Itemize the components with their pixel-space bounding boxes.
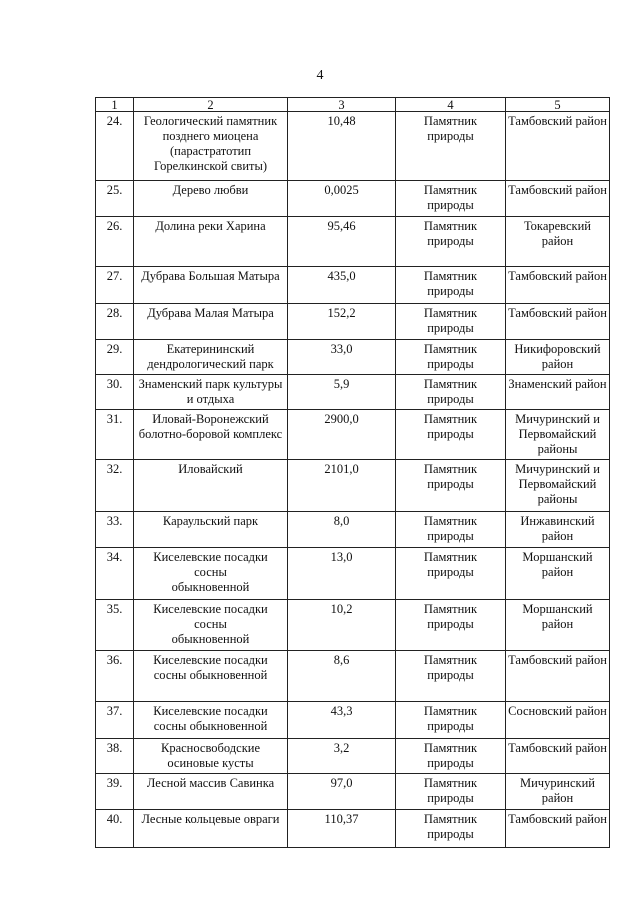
area-value: 2900,0 <box>324 412 359 426</box>
area-value-cell <box>288 181 396 217</box>
table-row <box>96 181 610 217</box>
category-value-cell <box>396 651 506 702</box>
area-value: 8,6 <box>333 653 350 667</box>
district-value: Знаменский район <box>508 377 607 391</box>
district-value: Никифоровский район <box>514 342 601 371</box>
district-value-cell <box>506 512 610 548</box>
district-value: Тамбовский район <box>508 114 607 128</box>
category-value: Памятник природы <box>423 704 478 733</box>
area-value-cell <box>288 375 396 410</box>
area-value-cell <box>288 600 396 651</box>
area-value: 97,0 <box>330 776 353 790</box>
row-number: 24. <box>106 114 123 128</box>
category-value-cell <box>396 739 506 774</box>
area-value-cell <box>288 410 396 460</box>
area-value-cell <box>288 548 396 600</box>
area-value: 10,2 <box>330 602 353 616</box>
row-number: 36. <box>106 653 123 667</box>
object-name: Киселевские посадки сосны обыкновенной <box>153 653 268 682</box>
area-value: 152,2 <box>327 306 356 320</box>
object-name: Дерево любви <box>172 183 249 197</box>
row-number-cell <box>96 651 134 702</box>
object-name: Лесной массив Савинка <box>146 776 275 790</box>
table-body <box>96 112 610 848</box>
area-value-cell <box>288 340 396 375</box>
area-value-cell <box>288 810 396 848</box>
area-value-cell <box>288 217 396 267</box>
row-number-cell <box>96 600 134 651</box>
table-row <box>96 460 610 512</box>
area-value: 5,9 <box>333 377 350 391</box>
category-value-cell <box>396 375 506 410</box>
object-name: Долина реки Харина <box>155 219 266 233</box>
row-number-cell <box>96 112 134 181</box>
district-value: Тамбовский район <box>508 812 607 826</box>
area-value: 10,48 <box>327 114 356 128</box>
row-number-cell <box>96 702 134 739</box>
district-value-cell <box>506 548 610 600</box>
row-number: 32. <box>106 462 123 476</box>
object-name: Киселевские посадки сосны обыкновенной <box>153 602 268 646</box>
district-value: Тамбовский район <box>508 183 607 197</box>
district-value-cell <box>506 410 610 460</box>
row-number-cell <box>96 267 134 304</box>
row-number: 33. <box>106 514 123 528</box>
object-name: Киселевские посадки сосны обыкновенной <box>153 704 268 733</box>
area-value-cell <box>288 304 396 340</box>
area-value: 435,0 <box>327 269 356 283</box>
object-name: Геологический памятник позднего миоцена (парастратотип Горелкинской свиты) <box>143 114 278 173</box>
district-value-cell <box>506 340 610 375</box>
table-row <box>96 410 610 460</box>
table-row <box>96 304 610 340</box>
category-value-cell <box>396 702 506 739</box>
category-value: Памятник природы <box>423 219 478 248</box>
row-number-cell <box>96 304 134 340</box>
district-value-cell <box>506 460 610 512</box>
district-value: Моршанский район <box>522 550 593 579</box>
object-name: Красносвободские осиновые кусты <box>160 741 261 770</box>
category-value-cell <box>396 410 506 460</box>
category-value-cell <box>396 112 506 181</box>
area-value: 95,46 <box>327 219 356 233</box>
table-row <box>96 512 610 548</box>
category-value: Памятник природы <box>423 741 478 770</box>
object-name-cell <box>134 112 288 181</box>
object-name: Лесные кольцевые овраги <box>141 812 280 826</box>
area-value: 33,0 <box>330 342 353 356</box>
category-value: Памятник природы <box>423 306 478 335</box>
district-value-cell <box>506 774 610 810</box>
table-row <box>96 267 610 304</box>
district-value: Инжавинский район <box>520 514 595 543</box>
category-value-cell <box>396 548 506 600</box>
object-name: Дубрава Малая Матыра <box>147 306 274 320</box>
row-number-cell <box>96 217 134 267</box>
table-row <box>96 340 610 375</box>
page-number: 4 <box>316 68 324 83</box>
district-value: Токаревский район <box>523 219 591 248</box>
district-value-cell <box>506 702 610 739</box>
object-name-cell <box>134 375 288 410</box>
district-value: Тамбовский район <box>508 306 607 320</box>
area-value-cell <box>288 512 396 548</box>
table-row <box>96 600 610 651</box>
district-value-cell <box>506 304 610 340</box>
area-value: 13,0 <box>330 550 353 564</box>
district-value-cell <box>506 217 610 267</box>
district-value: Тамбовский район <box>508 269 607 283</box>
category-value: Памятник природы <box>423 412 478 441</box>
area-value-cell <box>288 112 396 181</box>
object-name-cell <box>134 340 288 375</box>
row-number: 27. <box>106 269 123 283</box>
category-value: Памятник природы <box>423 377 478 406</box>
column-header: 5 <box>506 98 610 112</box>
row-number: 31. <box>106 412 123 426</box>
table-row <box>96 774 610 810</box>
area-value: 43,3 <box>330 704 353 718</box>
object-name-cell <box>134 810 288 848</box>
column-header: 3 <box>288 98 396 112</box>
category-value: Памятник природы <box>423 114 478 143</box>
category-value: Памятник природы <box>423 550 478 579</box>
category-value-cell <box>396 181 506 217</box>
object-name-cell <box>134 774 288 810</box>
row-number-cell <box>96 340 134 375</box>
row-number-cell <box>96 181 134 217</box>
row-number-cell <box>96 410 134 460</box>
district-value: Сосновский район <box>508 704 607 718</box>
object-name: Иловайский <box>178 462 243 476</box>
table-row <box>96 651 610 702</box>
category-value-cell <box>396 512 506 548</box>
area-value-cell <box>288 702 396 739</box>
district-value-cell <box>506 112 610 181</box>
category-value: Памятник природы <box>423 462 478 491</box>
district-value: Тамбовский район <box>508 653 607 667</box>
area-value: 0,0025 <box>324 183 359 197</box>
row-number: 39. <box>106 776 123 790</box>
district-value: Мичуринский район <box>520 776 595 805</box>
column-header: 2 <box>134 98 288 112</box>
category-value-cell <box>396 304 506 340</box>
object-name: Екатерининский дендрологический парк <box>147 342 274 371</box>
district-value: Тамбовский район <box>508 741 607 755</box>
object-name-cell <box>134 600 288 651</box>
row-number-cell <box>96 375 134 410</box>
row-number-cell <box>96 774 134 810</box>
row-number-cell <box>96 739 134 774</box>
column-header: 4 <box>396 98 506 112</box>
object-name: Киселевские посадки сосны обыкновенной <box>153 550 268 594</box>
row-number: 34. <box>106 550 123 564</box>
category-value: Памятник природы <box>423 812 478 841</box>
table-row <box>96 548 610 600</box>
row-number-cell <box>96 548 134 600</box>
row-number: 40. <box>106 812 123 826</box>
category-value: Памятник природы <box>423 342 478 371</box>
area-value-cell <box>288 739 396 774</box>
category-value: Памятник природы <box>423 269 478 298</box>
row-number: 38. <box>106 741 123 755</box>
district-value-cell <box>506 600 610 651</box>
object-name-cell <box>134 548 288 600</box>
object-name: Знаменский парк культуры и отдыха <box>138 377 283 406</box>
area-value-cell <box>288 460 396 512</box>
row-number: 26. <box>106 219 123 233</box>
table-row <box>96 702 610 739</box>
district-value-cell <box>506 267 610 304</box>
table-row <box>96 375 610 410</box>
area-value-cell <box>288 267 396 304</box>
object-name-cell <box>134 181 288 217</box>
row-number-cell <box>96 512 134 548</box>
category-value-cell <box>396 810 506 848</box>
area-value: 8,0 <box>333 514 350 528</box>
category-value-cell <box>396 600 506 651</box>
area-value: 2101,0 <box>324 462 359 476</box>
column-header: 1 <box>96 98 134 112</box>
object-name-cell <box>134 702 288 739</box>
row-number: 28. <box>106 306 123 320</box>
district-value-cell <box>506 739 610 774</box>
object-name-cell <box>134 304 288 340</box>
object-name-cell <box>134 651 288 702</box>
category-value: Памятник природы <box>423 183 478 212</box>
row-number: 37. <box>106 704 123 718</box>
object-name-cell <box>134 460 288 512</box>
row-number: 30. <box>106 377 123 391</box>
area-value-cell <box>288 774 396 810</box>
district-value: Моршанский район <box>522 602 593 631</box>
area-value-cell <box>288 651 396 702</box>
object-name: Иловай-Воронежский болотно-боровой комплекс <box>138 412 283 441</box>
category-value: Памятник природы <box>423 653 478 682</box>
area-value: 110,37 <box>324 812 359 826</box>
object-name: Дубрава Большая Матыра <box>141 269 280 283</box>
category-value: Памятник природы <box>423 776 478 805</box>
district-value-cell <box>506 375 610 410</box>
table-row <box>96 217 610 267</box>
category-value-cell <box>396 267 506 304</box>
object-name-cell <box>134 410 288 460</box>
district-value: Мичуринский и Первомайский районы <box>515 462 600 506</box>
row-number: 25. <box>106 183 123 197</box>
category-value-cell <box>396 774 506 810</box>
object-name-cell <box>134 512 288 548</box>
object-name-cell <box>134 267 288 304</box>
district-value-cell <box>506 810 610 848</box>
category-value-cell <box>396 340 506 375</box>
district-value-cell <box>506 651 610 702</box>
table-row <box>96 112 610 181</box>
row-number: 29. <box>106 342 123 356</box>
category-value: Памятник природы <box>423 514 478 543</box>
area-value: 3,2 <box>333 741 350 755</box>
table-row <box>96 810 610 848</box>
category-value-cell <box>396 217 506 267</box>
protected-areas-table <box>95 97 610 848</box>
row-number-cell <box>96 460 134 512</box>
district-value: Мичуринский и Первомайский районы <box>515 412 600 456</box>
category-value: Памятник природы <box>423 602 478 631</box>
category-value-cell <box>396 460 506 512</box>
object-name-cell <box>134 739 288 774</box>
row-number: 35. <box>106 602 123 616</box>
row-number-cell <box>96 810 134 848</box>
object-name: Караульский парк <box>162 514 259 528</box>
table-header-row <box>96 98 610 112</box>
district-value-cell <box>506 181 610 217</box>
table-row <box>96 739 610 774</box>
object-name-cell <box>134 217 288 267</box>
